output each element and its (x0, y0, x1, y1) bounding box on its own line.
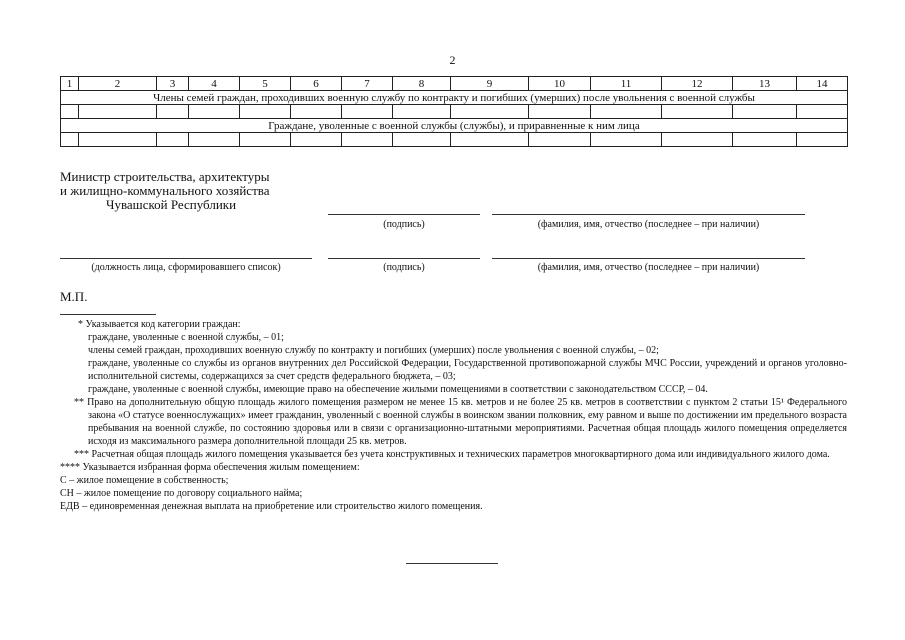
footnote-1-item: граждане, уволенные со службы из органов внутренних дел Российской Федерации, Государственной противопожарной службы МЧС России, учреждений и органов уголовно-исполнительной системы, содержащихся за счет средств федерального бюджета, – 03; (88, 358, 847, 382)
col-header: 4 (189, 77, 240, 91)
section-row (61, 119, 848, 133)
end-line (406, 563, 498, 564)
footnote-2: ** Право на дополнительную общую площадь жилого помещения размером не менее 15 кв. метров и не более 25 кв. метров в соответствии с пунктом 2 статьи 15¹ Федерального закона «О статусе военнослужащих» имеет гражданин, уволенный с военной службы в воинском звании полковник, ему равном и выше по достижении им предельного возраста пребывания на военной службе, по состоянию здоровья или в связи с организационно-штатными мероприятиями. Расчетная общая площадь жилого помещения определяется исходя из максимального размера дополнительной площади 25 кв. метров. (74, 397, 847, 447)
minister-title: Министр строительства, архитектуры и жилищно-коммунального хозяйства Чувашской Республики (60, 169, 270, 212)
table-row (61, 105, 848, 119)
footnote-1-item: граждане, уволенные с военной службы, имеющие право на обеспечение жилыми помещениями в соответствии с законодательством СССР, – 04. (88, 384, 708, 395)
page-number: 2 (449, 53, 456, 67)
col-header: 14 (797, 77, 848, 91)
col-header: 11 (591, 77, 662, 91)
signature-line-2 (328, 258, 480, 259)
col-header: 8 (393, 77, 451, 91)
name-caption: (фамилия, имя, отчество (последнее – при наличии) (537, 219, 760, 230)
data-table (60, 76, 848, 147)
col-header: 10 (529, 77, 591, 91)
footnote-1-item: граждане, уволенные с военной службы, – 01; (88, 332, 284, 343)
col-header: 1 (61, 77, 79, 91)
col-header: 2 (79, 77, 157, 91)
col-header: 7 (342, 77, 393, 91)
signature-caption-2: (подпись) (383, 262, 425, 273)
stamp-place: М.П. (60, 289, 88, 304)
footnote-4: **** Указывается избранная форма обеспечения жилым помещением: (60, 462, 360, 473)
col-header: 5 (240, 77, 291, 91)
col-header: 3 (157, 77, 189, 91)
column-number-row (61, 77, 848, 91)
footnote-4-item: ЕДВ – единовременная денежная выплата на приобретение или строительство жилого помещения. (60, 501, 483, 512)
table-row (61, 133, 848, 147)
signature-line (328, 214, 480, 215)
name-caption-2: (фамилия, имя, отчество (последнее – при наличии) (537, 262, 760, 273)
footnote-1-title: * Указывается код категории граждан: (78, 319, 241, 330)
footnote-1-item: члены семей граждан, проходивших военную службу по контракту и погибших (умерших) после увольнения с военной службы, – 02; (88, 345, 659, 356)
section-title-family: Члены семей граждан, проходивших военную службу по контракту и погибших (умерших) после увольнения с военной службы (61, 91, 848, 105)
name-line-2 (492, 258, 805, 259)
footnote-4-item: С – жилое помещение в собственность; (60, 475, 229, 486)
footnote-separator (60, 314, 156, 315)
col-header: 13 (733, 77, 797, 91)
footnotes (60, 318, 847, 513)
position-caption: (должность лица, сформировавшего список) (91, 262, 281, 273)
name-line (492, 214, 805, 215)
position-line (60, 258, 312, 259)
signature-caption: (подпись) (383, 219, 425, 230)
section-row (61, 91, 848, 105)
col-header: 9 (451, 77, 529, 91)
footnote-3: *** Расчетная общая площадь жилого помещения указывается без учета конструктивных и технических параметров многоквартирного дома или индивидуального жилого дома. (74, 449, 830, 460)
footnote-4-item: СН – жилое помещение по договору социального найма; (60, 488, 303, 499)
col-header: 12 (662, 77, 733, 91)
section-title-discharged: Граждане, уволенные с военной службы (службы), и приравненные к ним лица (61, 119, 848, 133)
col-header: 6 (291, 77, 342, 91)
